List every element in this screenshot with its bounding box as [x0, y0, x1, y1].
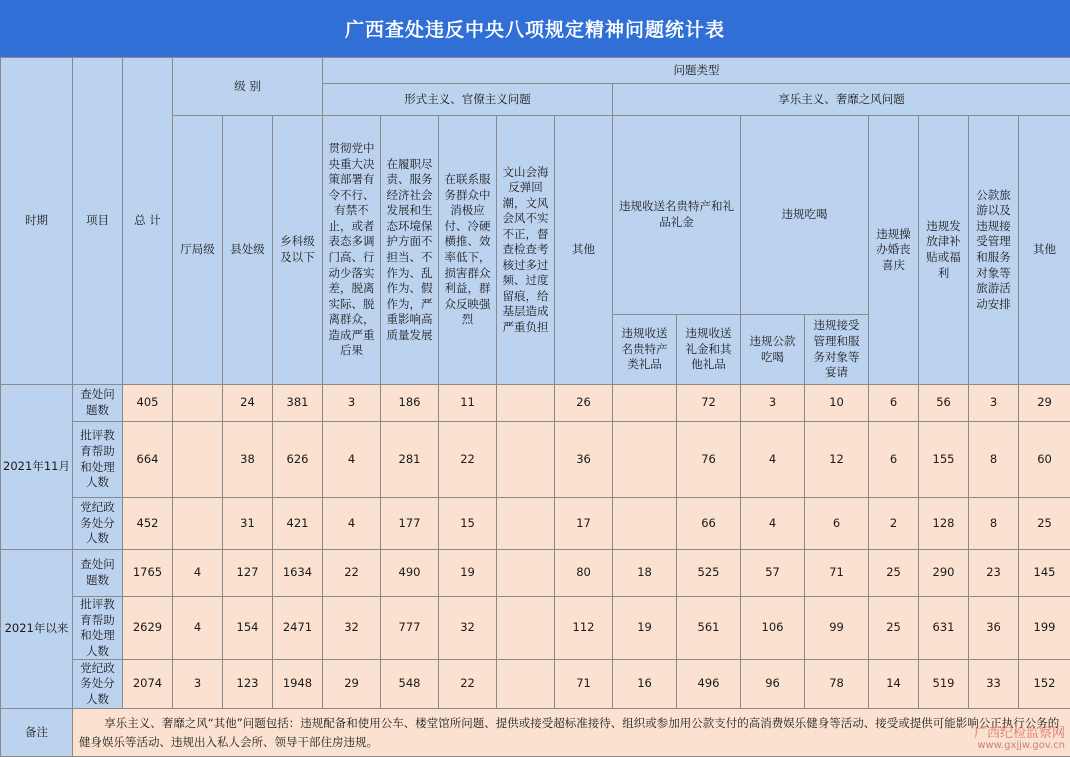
- table-cell: 12: [805, 422, 869, 498]
- table-cell: 32: [323, 597, 381, 660]
- table-cell: 4: [323, 422, 381, 498]
- table-cell: 561: [677, 597, 741, 660]
- table-cell: 17: [555, 498, 613, 550]
- header-problem-type: 问题类型: [323, 58, 1070, 84]
- table-cell: [497, 385, 555, 422]
- table-cell: 4: [173, 550, 223, 597]
- remark-text: 享乐主义、奢靡之风“其他”问题包括：违规配备和使用公车、楼堂馆所问题、提供或接受超标准接待、组织或参加用公款支付的高消费娱乐健身等活动、接受或提供可能影响公正执行公务的健身娱乐等活动、违规出入私人会所、领导干部住房违规。: [73, 709, 1070, 757]
- table-cell: 548: [381, 660, 439, 709]
- table-cell: 127: [223, 550, 273, 597]
- table-cell: 405: [123, 385, 173, 422]
- table-cell: 14: [869, 660, 919, 709]
- table-cell: 664: [123, 422, 173, 498]
- table-cell: 177: [381, 498, 439, 550]
- row-item-label: 查处问题数: [73, 550, 123, 597]
- table-cell: 31: [223, 498, 273, 550]
- table-cell: 490: [381, 550, 439, 597]
- header-period: 时期: [1, 58, 73, 385]
- table-row: [1, 422, 1070, 498]
- header-formalism-2: 在履职尽责、服务经济社会发展和生态环境保护方面不担当、不作为、乱作为、假作为，严重影响高质量发展: [381, 116, 439, 385]
- table-cell: [173, 385, 223, 422]
- table-cell: 78: [805, 660, 869, 709]
- table-cell: 452: [123, 498, 173, 550]
- table-cell: 381: [273, 385, 323, 422]
- table-cell: 24: [223, 385, 273, 422]
- table-cell: [497, 660, 555, 709]
- table-row: [1, 385, 1070, 422]
- header-dining-public: 违规公款吃喝: [741, 315, 805, 385]
- table-cell: 4: [323, 498, 381, 550]
- table-cell: 60: [1019, 422, 1070, 498]
- table-cell: 128: [919, 498, 969, 550]
- table-cell: 6: [869, 422, 919, 498]
- header-hedonism-weddings: 违规操办婚丧喜庆: [869, 116, 919, 385]
- table-cell: [173, 498, 223, 550]
- header-hedonism-travel: 公款旅游以及违规接受管理和服务对象等旅游活动安排: [969, 116, 1019, 385]
- header-formalism-3: 在联系服务群众中消极应付、冷硬横推、效率低下，损害群众利益，群众反映强烈: [439, 116, 497, 385]
- table-cell: 4: [173, 597, 223, 660]
- table-cell: 631: [919, 597, 969, 660]
- remark-label: 备注: [1, 709, 73, 757]
- table-cell: [173, 422, 223, 498]
- table-cell: 56: [919, 385, 969, 422]
- table-cell: 4: [741, 422, 805, 498]
- header-hedonism-subsidies: 违规发放津补贴或福利: [919, 116, 969, 385]
- table-cell: 26: [555, 385, 613, 422]
- row-item-label: 党纪政务处分人数: [73, 660, 123, 709]
- header-hedonism-dining: 违规吃喝: [741, 116, 869, 315]
- table-cell: 32: [439, 597, 497, 660]
- table-cell: 1765: [123, 550, 173, 597]
- header-formalism-1: 贯彻党中央重大决策部署有令不行、有禁不止，或者表态多调门高、行动少落实差，脱离实际、脱离群众，造成严重后果: [323, 116, 381, 385]
- table-cell: 112: [555, 597, 613, 660]
- table-cell: 80: [555, 550, 613, 597]
- table-cell: 154: [223, 597, 273, 660]
- row-item-label: 党纪政务处分人数: [73, 498, 123, 550]
- header-level-ting: 厅局级: [173, 116, 223, 385]
- header-level-xian: 县处级: [223, 116, 273, 385]
- header-hedonism-gifts: 违规收送名贵特产和礼品礼金: [613, 116, 741, 315]
- row-item-label: 查处问题数: [73, 385, 123, 422]
- row-item-label: 批评教育帮助和处理人数: [73, 422, 123, 498]
- table-cell: 36: [555, 422, 613, 498]
- table-cell: 19: [613, 597, 677, 660]
- table-cell: 25: [1019, 498, 1070, 550]
- table-cell: [497, 597, 555, 660]
- table-cell: 186: [381, 385, 439, 422]
- header-item: 项目: [73, 58, 123, 385]
- table-cell: 6: [805, 498, 869, 550]
- table-cell: 777: [381, 597, 439, 660]
- table-cell: 15: [439, 498, 497, 550]
- table-cell: 71: [805, 550, 869, 597]
- table-cell: 3: [173, 660, 223, 709]
- header-hedonism: 享乐主义、奢靡之风问题: [613, 84, 1070, 116]
- table-cell: 1634: [273, 550, 323, 597]
- header-gifts-cash: 违规收送礼金和其他礼品: [677, 315, 741, 385]
- table-cell: [497, 550, 555, 597]
- table-title: 广西查处违反中央八项规定精神问题统计表: [0, 0, 1070, 57]
- table-cell: 10: [805, 385, 869, 422]
- table-cell: 16: [613, 660, 677, 709]
- table-cell: 23: [969, 550, 1019, 597]
- table-row: [1, 550, 1070, 597]
- table-cell: 33: [969, 660, 1019, 709]
- table-cell: 71: [555, 660, 613, 709]
- header-formalism: 形式主义、官僚主义问题: [323, 84, 613, 116]
- table-cell: [497, 422, 555, 498]
- watermark-url: www.gxjjw.gov.cn: [977, 739, 1065, 751]
- table-cell: 22: [439, 422, 497, 498]
- table-cell: 29: [323, 660, 381, 709]
- header-gifts-specialty: 违规收送名贵特产类礼品: [613, 315, 677, 385]
- table-cell: 99: [805, 597, 869, 660]
- table-row: [1, 597, 1070, 660]
- header-dining-banquet: 违规接受管理和服务对象等宴请: [805, 315, 869, 385]
- table-cell: 145: [1019, 550, 1070, 597]
- header-formalism-4: 文山会海反弹回潮，文风会风不实不正，督查检查考核过多过频、过度留痕，给基层造成严重负担: [497, 116, 555, 385]
- table-cell: 76: [677, 422, 741, 498]
- table-cell: 11: [439, 385, 497, 422]
- table-cell: 3: [741, 385, 805, 422]
- table-cell: 6: [869, 385, 919, 422]
- table-cell: 106: [741, 597, 805, 660]
- table-cell: 3: [323, 385, 381, 422]
- table-cell: [613, 422, 677, 498]
- table-cell: 25: [869, 550, 919, 597]
- table-cell: 22: [439, 660, 497, 709]
- period-label: 2021年11月: [1, 385, 73, 550]
- table-cell: 29: [1019, 385, 1070, 422]
- header-formalism-other: 其他: [555, 116, 613, 385]
- row-item-label: 批评教育帮助和处理人数: [73, 597, 123, 660]
- table-cell: 155: [919, 422, 969, 498]
- table-cell: 3: [969, 385, 1019, 422]
- table-row: [1, 498, 1070, 550]
- table-cell: 8: [969, 422, 1019, 498]
- table-cell: 25: [869, 597, 919, 660]
- header-total: 总 计: [123, 58, 173, 385]
- table-cell: 19: [439, 550, 497, 597]
- table-cell: 2: [869, 498, 919, 550]
- table-cell: 525: [677, 550, 741, 597]
- table-cell: 18: [613, 550, 677, 597]
- table-cell: 36: [969, 597, 1019, 660]
- table-cell: 38: [223, 422, 273, 498]
- header-level: 级 别: [173, 58, 323, 116]
- header-hedonism-other: 其他: [1019, 116, 1070, 385]
- table-cell: 96: [741, 660, 805, 709]
- table-cell: 1948: [273, 660, 323, 709]
- table-cell: 152: [1019, 660, 1070, 709]
- period-label: 2021年以来: [1, 550, 73, 709]
- table-cell: 199: [1019, 597, 1070, 660]
- table-cell: 22: [323, 550, 381, 597]
- watermark-text: 广西纪检监察网: [973, 726, 1065, 741]
- table-cell: 281: [381, 422, 439, 498]
- table-cell: 2074: [123, 660, 173, 709]
- table-cell: [613, 498, 677, 550]
- table-cell: 66: [677, 498, 741, 550]
- table-cell: 4: [741, 498, 805, 550]
- table-cell: 57: [741, 550, 805, 597]
- table-cell: [613, 385, 677, 422]
- table-cell: 519: [919, 660, 969, 709]
- header-level-xiang: 乡科级及以下: [273, 116, 323, 385]
- table-cell: 290: [919, 550, 969, 597]
- table-cell: 2471: [273, 597, 323, 660]
- table-cell: 2629: [123, 597, 173, 660]
- table-cell: 626: [273, 422, 323, 498]
- table-cell: 496: [677, 660, 741, 709]
- watermark-logo: [950, 727, 1065, 751]
- remark-row: [1, 709, 1070, 757]
- table-cell: 123: [223, 660, 273, 709]
- table-cell: 421: [273, 498, 323, 550]
- table-cell: 8: [969, 498, 1019, 550]
- table-cell: [497, 498, 555, 550]
- table-row: [1, 660, 1070, 709]
- statistics-table: [0, 57, 1070, 757]
- table-cell: 72: [677, 385, 741, 422]
